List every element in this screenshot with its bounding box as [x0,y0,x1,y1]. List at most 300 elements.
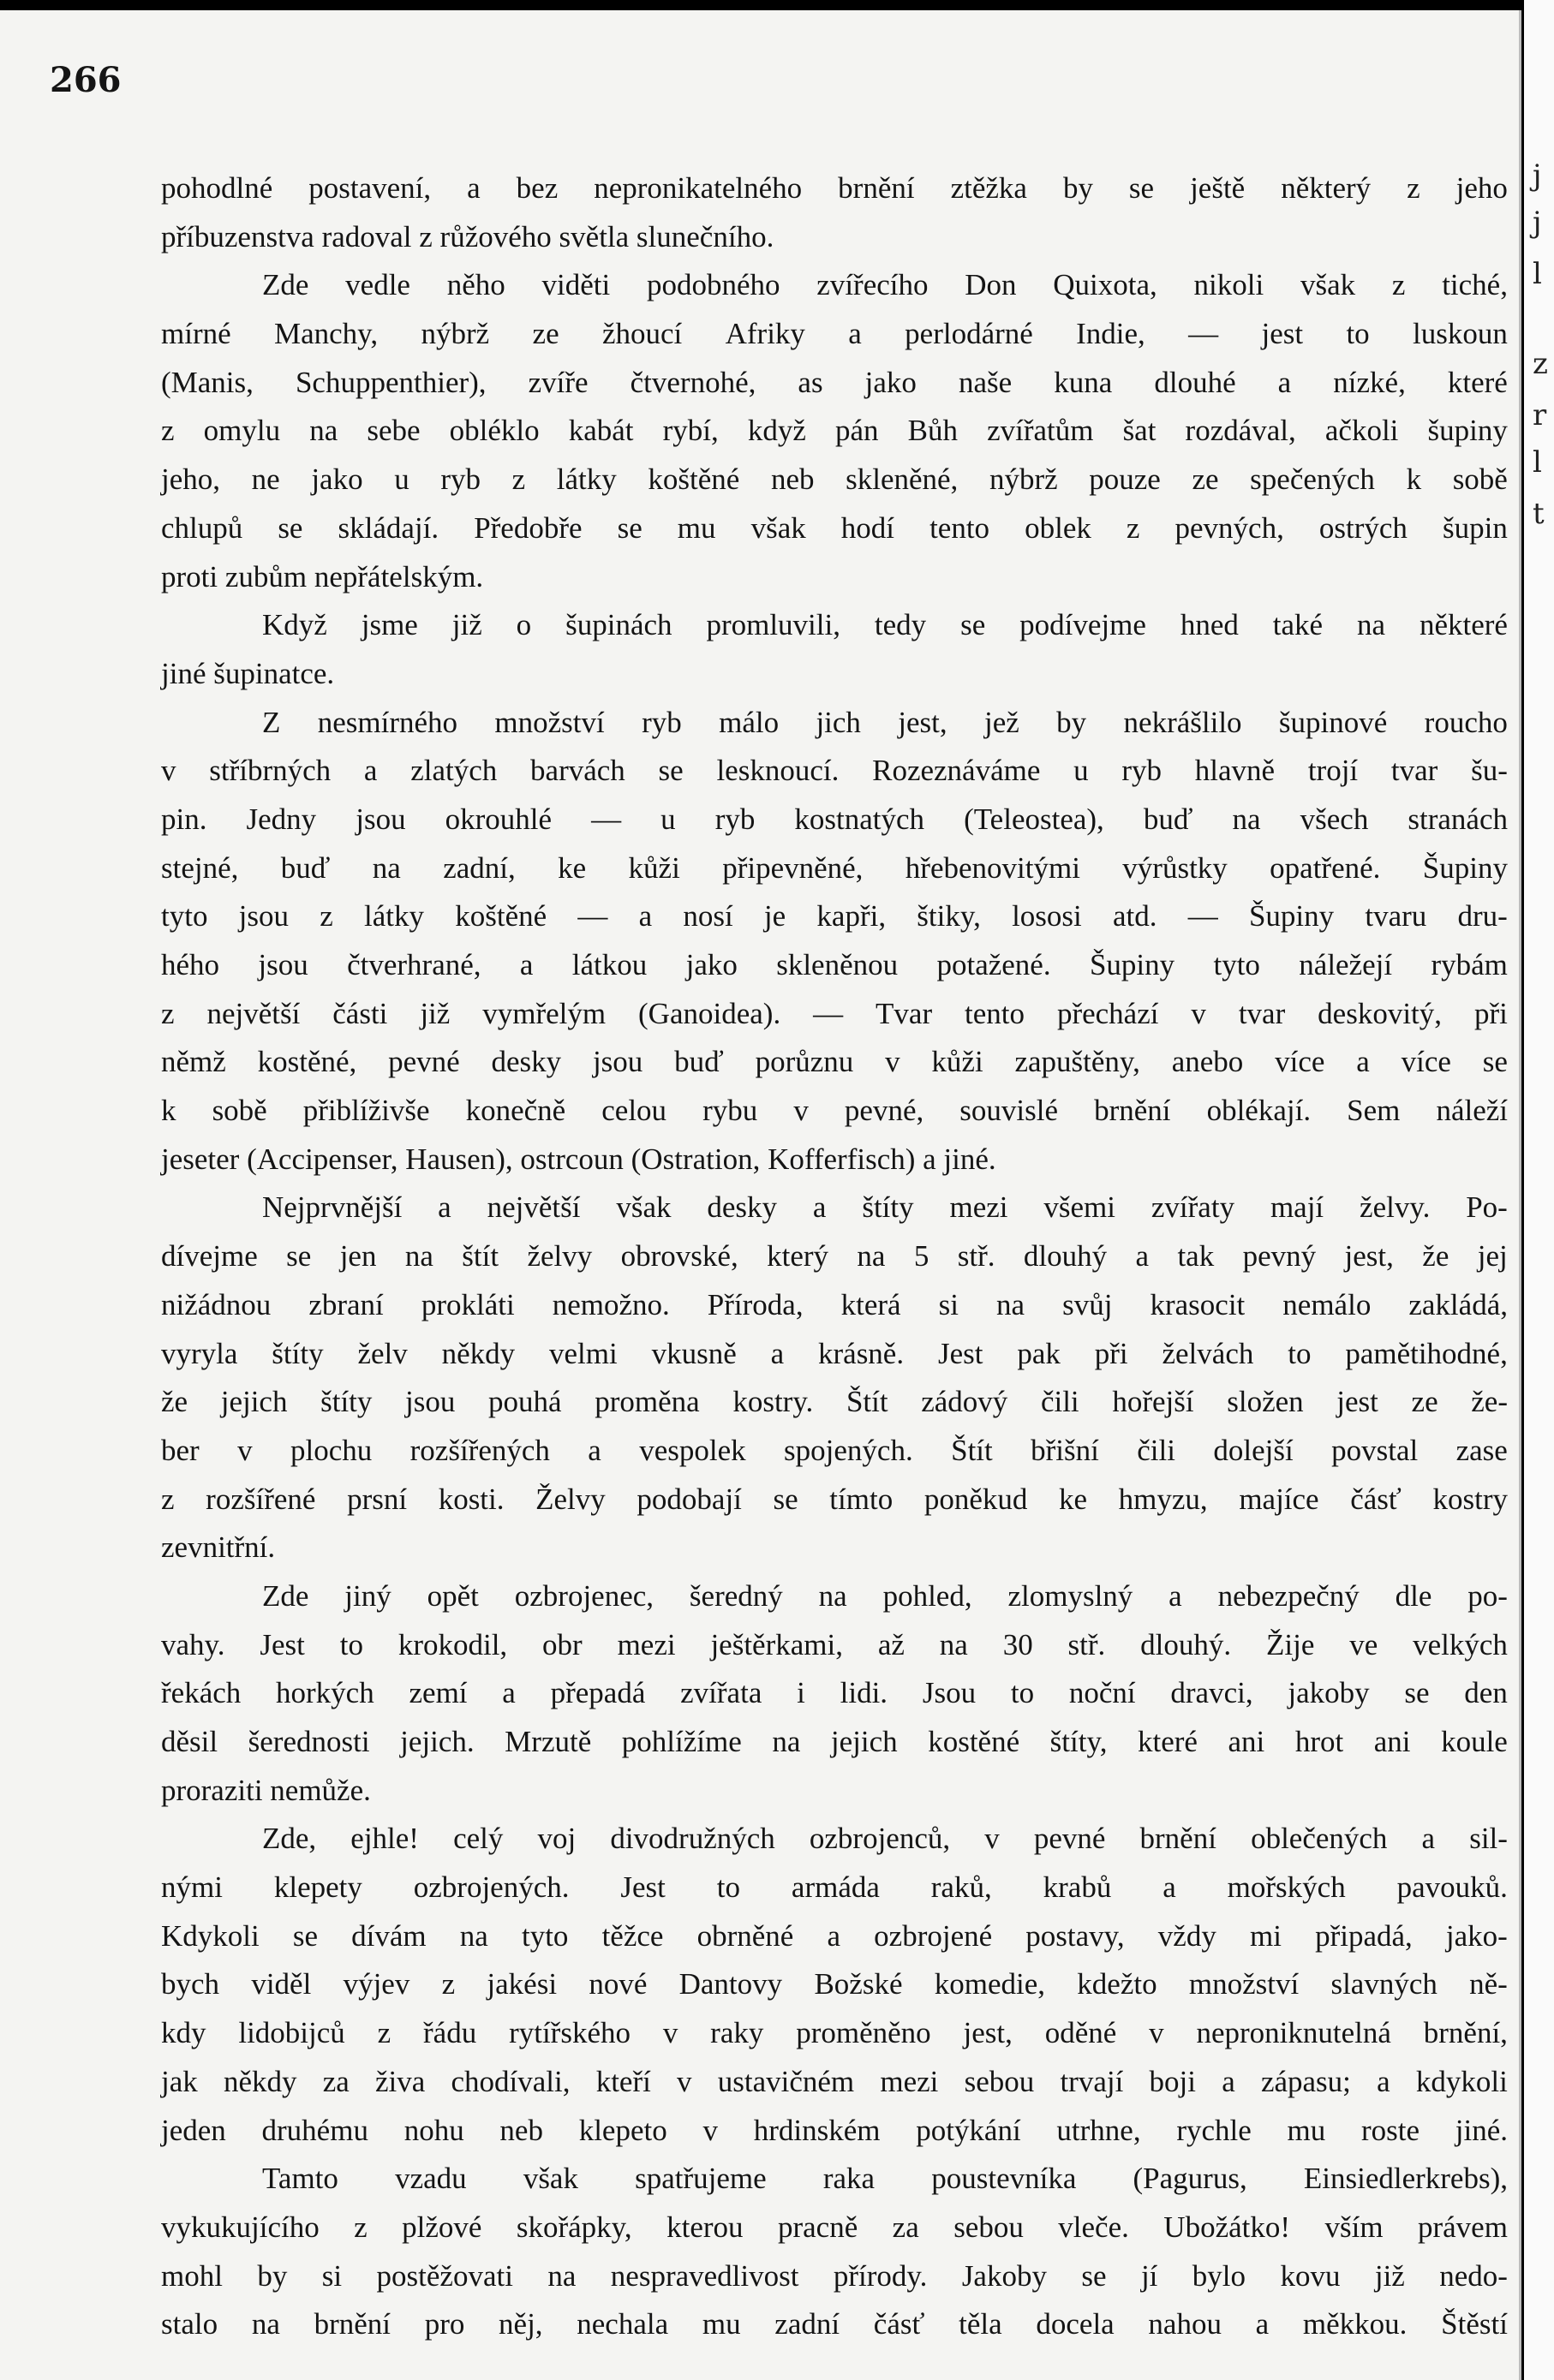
word: jest, [1344,1239,1394,1274]
word: výrůstky [1122,850,1228,885]
word: skleněnou [776,948,899,981]
word: k [1406,462,1422,497]
word: pamětihodné, [1345,1336,1508,1370]
word: (Pagurus, [1133,2162,1247,2196]
word: nízké, [1333,365,1406,399]
word: zvířata [680,1676,762,1710]
word: spojených. [784,1433,913,1467]
word: docela [1036,2307,1115,2341]
word: také [1272,608,1324,642]
word: Po- [1466,1190,1508,1225]
word: Jest [620,1870,666,1905]
word: za [892,2210,919,2244]
word: některý [1281,171,1372,205]
text-line [161,2155,1508,2204]
word: o [516,608,532,642]
word: ryb [1121,754,1163,788]
word: čtvernohé, [630,365,756,399]
word: porůznu [755,1045,854,1079]
word: sebe [367,414,421,448]
word: ozbrojených. [413,1870,570,1905]
word: a [1135,1239,1150,1274]
word: šupiny [1427,414,1508,448]
word: jako [685,948,738,981]
word: již [451,608,482,642]
word: zvířatům [987,414,1094,448]
word: omylu [203,414,281,448]
word: luskoun [1413,317,1508,351]
word: zlomyslný [1007,1578,1133,1613]
word: více [1275,1045,1325,1079]
word: opatřené. [1270,850,1381,885]
word: pán [834,414,879,448]
word: mořských [1227,1870,1346,1905]
word: rychle [1176,2113,1252,2147]
word: kostěné [928,1725,1020,1758]
word: přepadá [550,1676,646,1710]
word: obléklo [449,414,540,448]
word: kůži [931,1045,983,1079]
word: tvar [1238,996,1286,1030]
word: klepeto [578,2113,667,2147]
word: štiky, [917,899,981,934]
word: jsou [356,802,406,836]
word: potýkání [916,2113,1021,2147]
word: čili [1137,1433,1175,1467]
word: které [1447,365,1508,399]
word: divodružných [610,1822,775,1856]
word: jí [1140,2258,1158,2293]
word: Předobře [474,510,583,545]
word: koštěné [648,462,740,497]
word: živa [375,2064,426,2098]
word: rybu [702,1094,758,1128]
word: jeho, [161,462,221,497]
word: mají [1270,1190,1324,1225]
word: hrdinském [753,2113,881,2147]
word: jeden [161,2113,226,2147]
text-line [161,1572,1508,1621]
word: ryb [440,462,481,497]
word: Zde [262,268,309,302]
word: pevných, [1174,510,1284,545]
text-line [161,747,1508,796]
word: tímto [829,1482,894,1516]
word: vleče. [1058,2210,1129,2244]
word: dolejší [1213,1433,1294,1467]
word: armáda [791,1870,880,1905]
word: hřebenovitými [905,850,1080,885]
word: brnění, [1423,2016,1508,2050]
word: ozbrojenců, [809,1822,951,1856]
word: to [339,1627,363,1661]
word: pevné [1033,1822,1106,1856]
word: sil- [1469,1822,1508,1856]
word: naše [958,365,1013,399]
word: pak [1017,1336,1061,1370]
word: v [793,1094,809,1128]
word: některé [1419,608,1508,642]
word: nýbrž [421,317,490,351]
facing-page-edge [1524,0,1554,2380]
word: šupinové [1278,705,1388,739]
word: voj [537,1822,577,1856]
word: a [502,1676,516,1710]
word: štíty, [1049,1725,1108,1758]
word: deskovitý, [1318,996,1443,1030]
text-line [161,796,1508,844]
word: a [1277,365,1292,399]
word: za [322,2064,350,2098]
word: však [750,510,806,545]
word: proměněno [796,2016,931,2050]
word: největší [487,1190,581,1225]
word: chodívali, [451,2064,571,2098]
word: mezi [880,2064,939,2098]
word: to [716,1870,741,1905]
word: z [354,2210,368,2244]
word: brnění [1094,1094,1171,1128]
word: že [161,1385,188,1419]
word: u [1073,754,1089,788]
text-line [161,1912,1508,1961]
word: při [1473,996,1508,1030]
text-line [161,699,1508,748]
word: nýbrž [989,462,1058,497]
word: na [372,850,401,885]
word: štít [462,1239,499,1274]
word: řekách [161,1676,242,1710]
word: hodí [840,510,895,545]
word: klepety [273,1870,362,1905]
word: jiné. [1455,2113,1508,2147]
word: kteří [595,2064,651,2098]
word: v [1149,2016,1164,2050]
word: ve [1349,1627,1378,1661]
word: všech [1300,802,1369,836]
word: Afriky [725,317,805,351]
word: žhoucí [601,317,683,351]
word: nebezpečný [1217,1578,1360,1613]
word: náležejí [1299,948,1393,981]
word: jejich [830,1725,898,1758]
word: pohlížíme [621,1725,742,1758]
word: ani [1373,1725,1411,1758]
word: Jakoby [961,2258,1047,2293]
word: viděl [251,1967,312,2001]
word: více [1401,1045,1451,1079]
word: celý [453,1822,504,1856]
word: postěžovati [376,2258,513,2293]
word: podívejme [1019,608,1146,642]
word: pevné [388,1045,460,1079]
word: a [770,1336,785,1370]
word: v [885,1045,900,1079]
word: Schuppenthier), [295,365,487,399]
word: promluvili, [706,608,840,642]
word: buď [280,850,331,885]
word: buď [674,1045,724,1079]
text-line [161,2009,1508,2058]
word: kdežto [1077,1967,1157,2001]
text-line [161,2058,1508,2107]
word: zbraní [308,1287,384,1321]
word: a [1255,2307,1270,2341]
text-line [161,844,1508,893]
word: zase [1455,1433,1508,1467]
word: jak [161,2064,198,2098]
word: šu- [1471,754,1508,788]
word: Jest [937,1336,983,1370]
edge-letter: j [1533,158,1542,193]
word: ke [1059,1482,1088,1516]
word: však [1300,268,1356,302]
word: Tamto [262,2162,338,2196]
word: nesmírného [317,705,458,739]
word: Mrzutě [505,1725,592,1758]
word: štíty [272,1336,324,1370]
word: mu [1287,2113,1326,2147]
word: nové [589,1967,648,2001]
edge-letter: r [1533,398,1547,432]
word: velmi [549,1336,618,1370]
word: mezi [949,1190,1008,1225]
word: nedo- [1439,2258,1508,2293]
word: výjev [343,1967,410,2001]
word: si [938,1287,959,1321]
word: a [1222,2064,1235,2098]
word: pouze [1089,462,1161,497]
word: prsní [347,1482,408,1516]
text-line [161,2252,1508,2301]
word: po- [1467,1578,1508,1613]
word: v [702,2113,718,2147]
word: z [1391,268,1406,302]
word: podobají [637,1482,742,1516]
text-line [161,990,1508,1039]
word: — [577,899,608,934]
word: — [1188,317,1219,351]
word: mírné [161,317,231,351]
word: na [404,1239,433,1274]
word: buď [1143,802,1193,836]
word: želvy [527,1239,593,1274]
word: a [827,1918,841,1953]
word: šat [1122,414,1157,448]
word: kterou [666,2210,744,2244]
word: ze [532,317,559,351]
word: množství [1188,1967,1300,2001]
word: látky [364,899,424,934]
word: ozbrojené [874,1918,993,1953]
word: Sem [1347,1094,1401,1128]
word: tyto [161,899,208,934]
word: nohu [403,2113,464,2147]
word: oblek [1025,510,1091,545]
text-line [161,1960,1508,2009]
word: pin. [161,802,207,836]
word: zápasu; [1260,2064,1351,2098]
word: až [877,1627,905,1661]
word: dlouhý. [1140,1627,1232,1661]
word: sebou [964,2064,1035,2098]
word: hlavně [1194,754,1276,788]
word: 5 [913,1239,929,1274]
text-line: příbuzenstva radoval z růžového světla slunečního. [161,219,774,254]
word: majíce [1239,1482,1319,1516]
word: je [763,899,786,934]
word: přechází [1056,996,1159,1030]
word: k [161,1094,176,1128]
word: někdy [441,1336,516,1370]
word: a [1168,1578,1182,1613]
word: u [394,462,409,497]
word: na [547,2258,577,2293]
word: na [857,1239,886,1274]
word: rybí, [662,414,719,448]
word: Štěstí [1441,2307,1508,2341]
word: stř. [1067,1627,1106,1661]
word: jsou [238,899,290,934]
word: mu [677,510,716,545]
word: Štít [846,1385,888,1419]
word: se [1482,1045,1508,1079]
word: jen [339,1239,377,1274]
word: sobě [212,1094,267,1128]
word: štíty [862,1190,914,1225]
word: již [1374,2258,1405,2293]
word: želvách [1162,1336,1254,1370]
word: vyryla [161,1336,238,1370]
word: z [161,1482,175,1516]
word: na [251,2307,280,2341]
text-line [161,2204,1508,2252]
word: sobě [1452,462,1508,497]
word: spatřujeme [635,2162,767,2196]
word: to [1346,317,1370,351]
word: nemožno. [552,1287,670,1321]
word: koštěné [455,899,547,934]
word: (Teleostea), [964,802,1104,836]
word: hořejší [1112,1385,1194,1419]
word: Želvy [535,1482,606,1516]
word: vedle [345,268,410,302]
word: zadní, [443,850,516,885]
word: náleží [1436,1094,1508,1128]
word: látkou [571,948,648,981]
word: u [660,802,676,836]
word: by [1062,171,1093,205]
word: pavouků. [1396,1870,1508,1905]
word: utrhne, [1056,2113,1141,2147]
word: čásť [1350,1482,1402,1516]
word: všemi [1043,1190,1116,1225]
word: as [798,365,823,399]
word: Štít [951,1433,993,1467]
word: perlodárné [905,317,1033,351]
word: řádu [423,2016,477,2050]
word: raky [710,2016,764,2050]
word: a [363,754,378,788]
word: v [161,754,176,788]
word: pevné, [844,1094,924,1128]
word: šupinách [565,608,672,642]
word: děsil [161,1725,218,1758]
word: raků, [930,1870,992,1905]
word: něj, [499,2307,543,2341]
word: Jsou [922,1676,977,1710]
text-line [161,941,1508,990]
word: připevněné, [722,850,864,885]
word: jsou [592,1045,643,1079]
word: jeho [1455,171,1508,205]
word: pouhá [488,1385,562,1419]
word: mi [1249,1918,1282,1953]
word: tyto [1213,948,1260,981]
word: den [1464,1676,1508,1710]
word: krasocit [1150,1287,1246,1321]
word: jejich. [400,1725,475,1758]
word: mezi [617,1627,676,1661]
word: však [616,1190,672,1225]
word: okrouhlé [445,802,553,836]
word: v [1191,996,1206,1030]
word: neproniknutelná [1196,2016,1391,2050]
word: hého [161,948,220,981]
word: to [1010,1676,1035,1710]
word: slavných [1330,1967,1437,2001]
word: vším [1324,2210,1384,2244]
word: pro [424,2307,465,2341]
word: části [332,996,388,1030]
word: povstal [1331,1433,1419,1467]
word: zvířecího [816,268,929,302]
word: vespolek [639,1433,746,1467]
word: se [286,1239,312,1274]
word: se [960,608,986,642]
word: rozšířené [206,1482,316,1516]
word: a [1377,2064,1390,2098]
word: málo [719,705,780,739]
word: zakládá, [1408,1287,1508,1321]
text-line [161,1184,1508,1232]
word: potažené. [936,948,1051,981]
word: vahy. [161,1627,225,1661]
word: by [257,2258,288,2293]
word: poněkud [923,1482,1028,1516]
word: a [588,1433,601,1467]
word: tyto [521,1918,569,1953]
word: jako [864,365,917,399]
text-line [161,1087,1508,1136]
word: stejné, [161,850,239,885]
word: z [161,414,175,448]
word: na [1357,608,1386,642]
word: Einsiedlerkrebs), [1303,2162,1508,2196]
word: ně- [1469,1967,1508,2001]
word: pohled, [882,1578,972,1613]
word: zemí [409,1676,468,1710]
word: dívejme [161,1239,258,1274]
word: složen [1227,1385,1304,1419]
word: čtverhrané, [347,948,481,981]
word: krokodil, [397,1627,508,1661]
word: bez [516,171,559,205]
text-line [161,1718,1508,1767]
word: jsme [361,608,418,642]
word: nechala [577,2307,669,2341]
word: ryb [642,705,682,739]
